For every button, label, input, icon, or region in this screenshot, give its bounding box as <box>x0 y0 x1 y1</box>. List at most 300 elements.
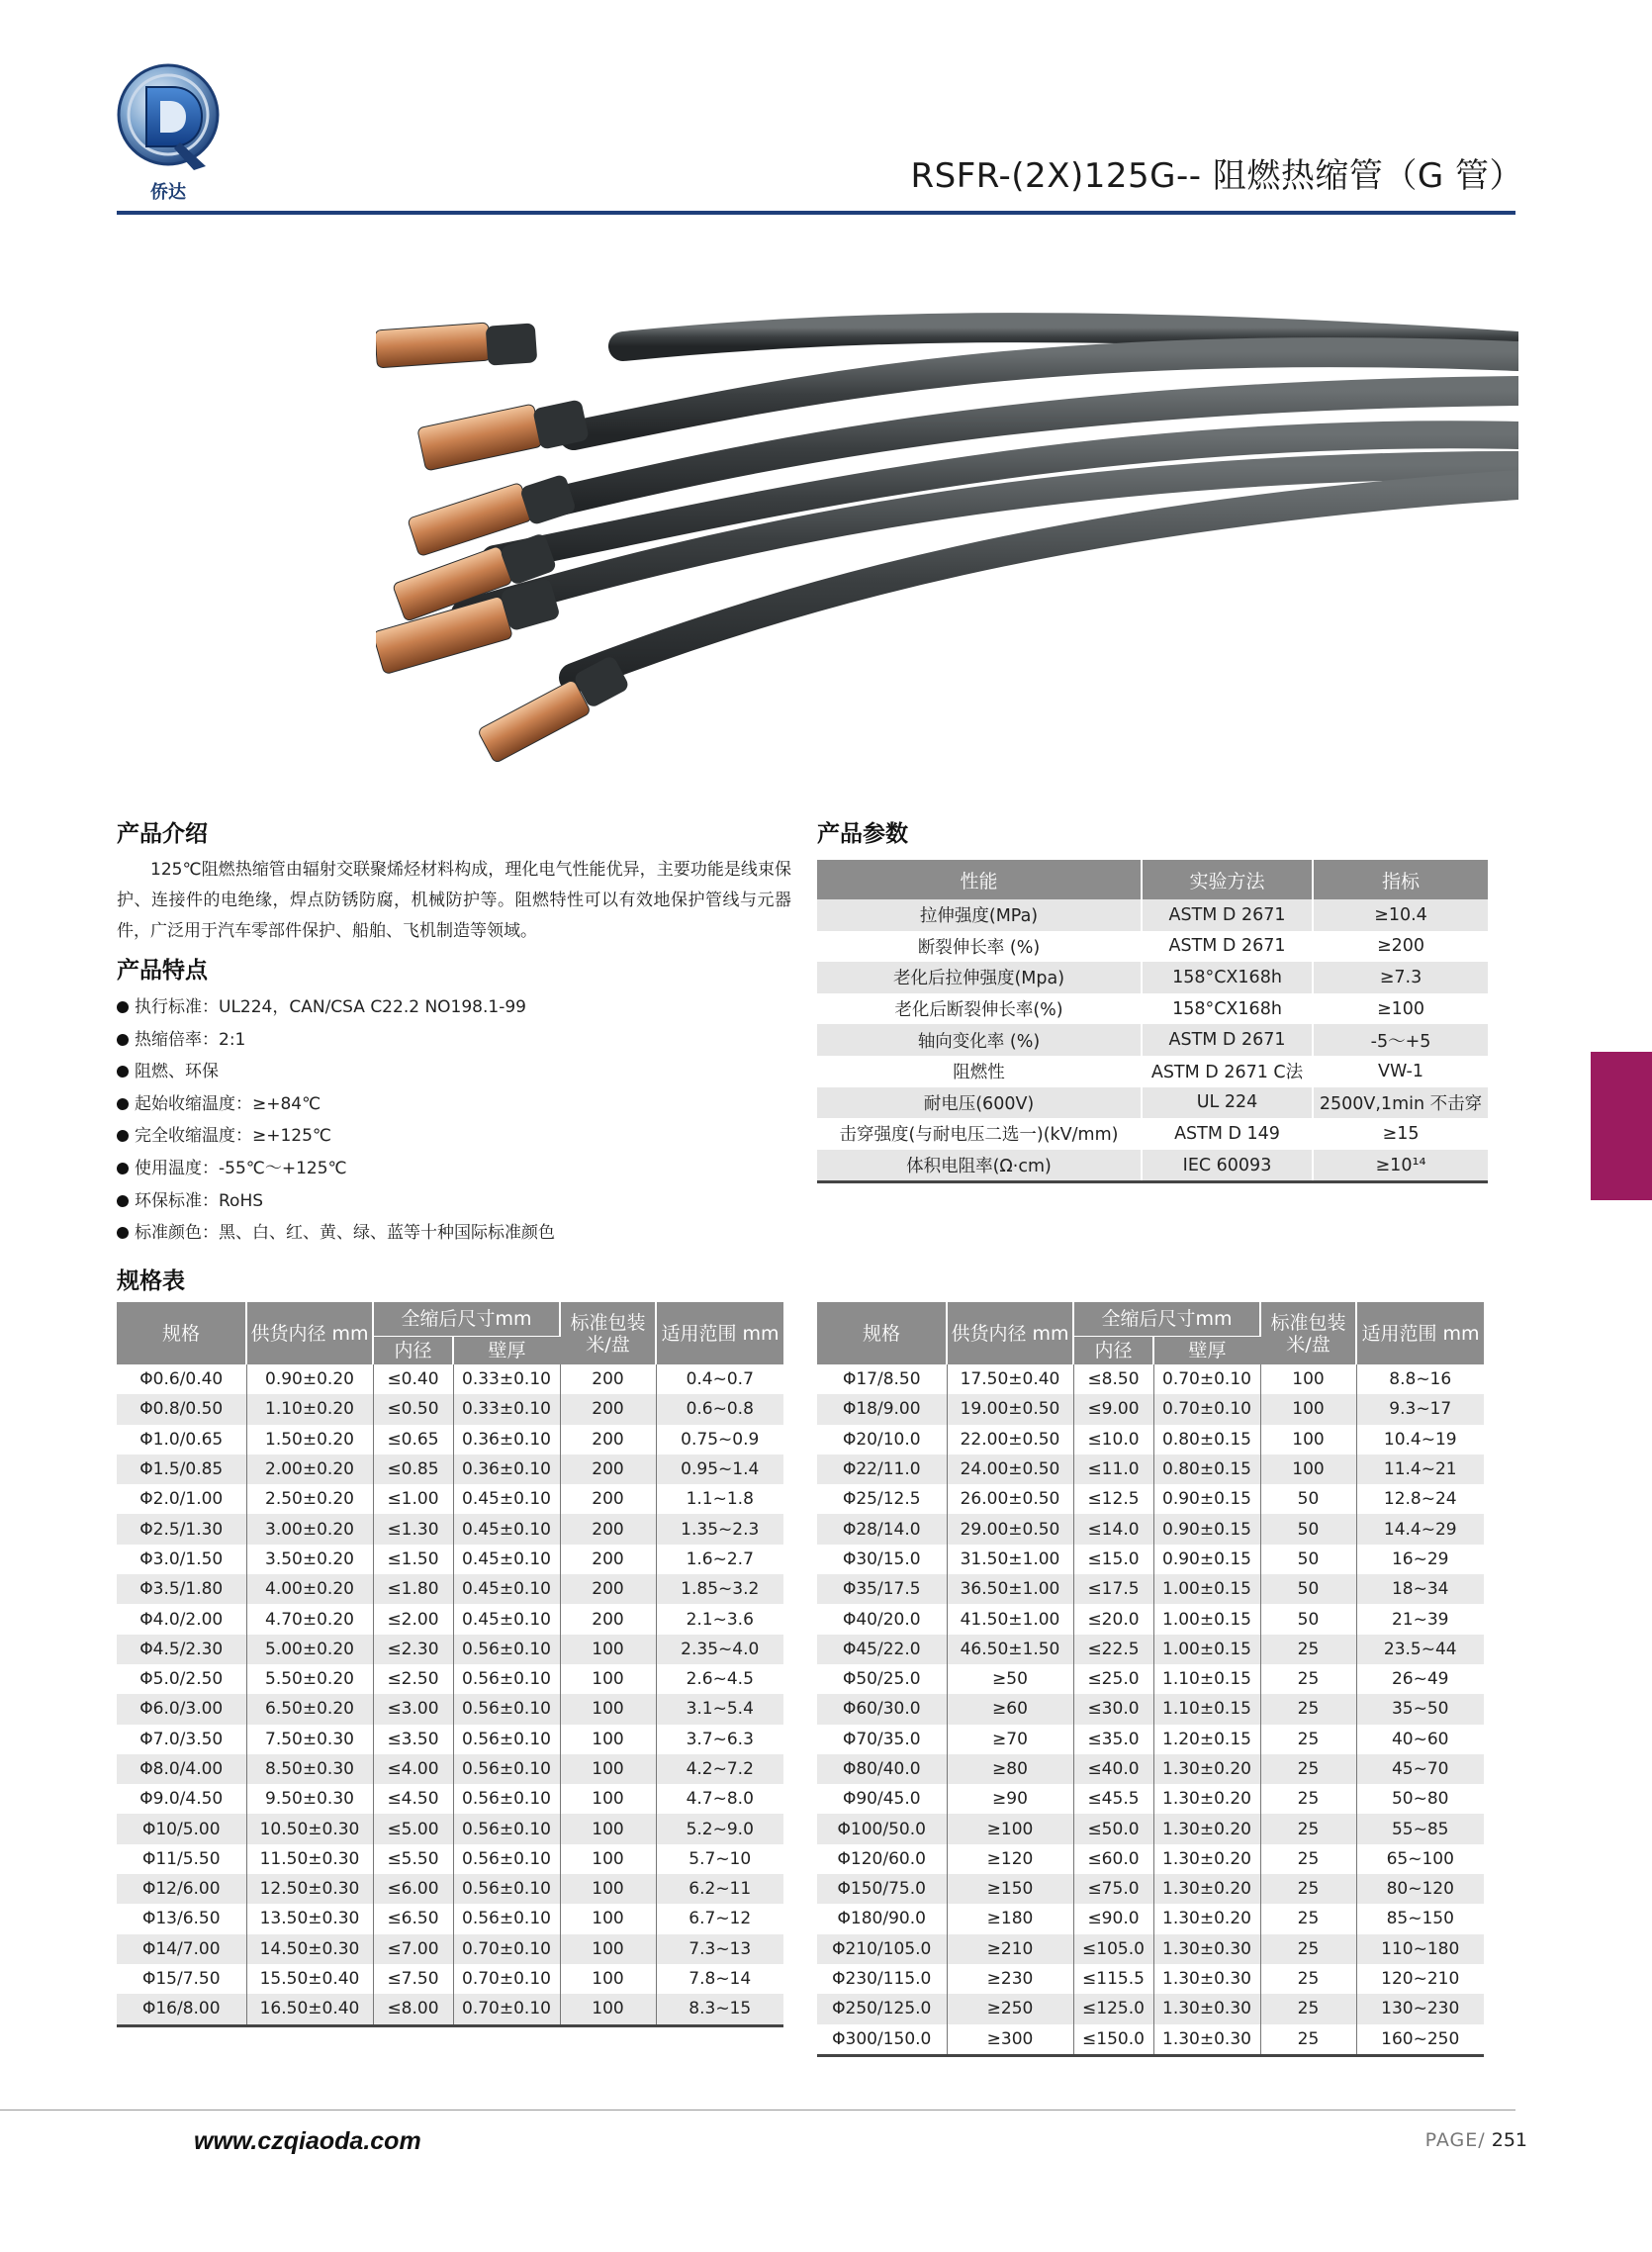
table-cell: 1.1~1.8 <box>656 1484 783 1514</box>
spec-row <box>117 1425 783 1454</box>
spec-row <box>817 1545 1484 1574</box>
table-cell: 13.50±0.30 <box>246 1904 373 1933</box>
table-cell: 25 <box>1260 2024 1356 2056</box>
table-cell: 4.2~7.2 <box>656 1754 783 1784</box>
table-cell: Φ40/20.0 <box>817 1604 947 1634</box>
table-cell: 200 <box>560 1364 656 1394</box>
table-cell: 24.00±0.50 <box>947 1454 1073 1484</box>
table-cell: Φ13/6.50 <box>117 1904 246 1933</box>
table-cell: Φ120/60.0 <box>817 1844 947 1874</box>
table-cell: 0.6~0.8 <box>656 1394 783 1424</box>
spec-table-left <box>117 1302 783 2027</box>
params-row <box>817 962 1488 993</box>
table-cell: 200 <box>560 1454 656 1484</box>
table-cell: ≤0.85 <box>373 1454 453 1484</box>
table-cell: 0.95~1.4 <box>656 1454 783 1484</box>
table-cell: -5～+5 <box>1313 1024 1488 1056</box>
table-cell: 9.3~17 <box>1356 1394 1484 1424</box>
table-cell: Φ4.5/2.30 <box>117 1635 246 1664</box>
params-row <box>817 1118 1488 1150</box>
table-cell: ≥200 <box>1313 931 1488 963</box>
table-cell: 160~250 <box>1356 2024 1484 2056</box>
table-cell: ≤75.0 <box>1073 1874 1153 1904</box>
table-cell: ≥10¹⁴ <box>1313 1150 1488 1182</box>
table-cell: ≤5.00 <box>373 1814 453 1843</box>
table-cell: 0.90±0.15 <box>1153 1514 1260 1544</box>
table-cell: 4.70±0.20 <box>246 1604 373 1634</box>
params-header-value: 指标 <box>1313 860 1488 899</box>
table-cell: 50 <box>1260 1545 1356 1574</box>
table-cell: 0.45±0.10 <box>453 1545 560 1574</box>
spec-row <box>117 1784 783 1814</box>
table-cell: ≥90 <box>947 1784 1073 1814</box>
params-row <box>817 1056 1488 1087</box>
table-cell: 100 <box>560 1725 656 1754</box>
table-cell: ≤0.65 <box>373 1425 453 1454</box>
table-cell: Φ3.0/1.50 <box>117 1545 246 1574</box>
table-cell: 55~85 <box>1356 1814 1484 1843</box>
table-cell: 3.50±0.20 <box>246 1545 373 1574</box>
table-cell: 5.00±0.20 <box>246 1635 373 1664</box>
feature-item: 热缩倍率：2:1 <box>117 1024 555 1057</box>
table-cell: 46.50±1.50 <box>947 1635 1073 1664</box>
spec-row <box>817 2024 1484 2056</box>
table-cell: ≤0.50 <box>373 1394 453 1424</box>
table-cell: 2.35~4.0 <box>656 1635 783 1664</box>
table-cell: 14.50±0.30 <box>246 1934 373 1964</box>
table-cell: ≥120 <box>947 1844 1073 1874</box>
table-cell: ≤8.00 <box>373 1994 453 2025</box>
spec-row <box>117 1934 783 1964</box>
table-cell: 2.1~3.6 <box>656 1604 783 1634</box>
spec-header-pack: 标准包装 米/盘 <box>1260 1302 1356 1364</box>
bullet-icon <box>117 1001 129 1013</box>
table-cell: 15.50±0.40 <box>246 1964 373 1994</box>
table-cell: ASTM D 2671 <box>1142 931 1313 963</box>
spec-header-spec: 规格 <box>117 1302 246 1364</box>
table-cell: 1.30±0.20 <box>1153 1874 1260 1904</box>
table-cell: 65~100 <box>1356 1844 1484 1874</box>
table-cell: 14.4~29 <box>1356 1514 1484 1544</box>
spec-heading: 规格表 <box>117 1268 185 1294</box>
table-cell: Φ10/5.00 <box>117 1814 246 1843</box>
table-cell: 45~70 <box>1356 1754 1484 1784</box>
table-cell: 25 <box>1260 1664 1356 1694</box>
table-cell: Φ1.0/0.65 <box>117 1425 246 1454</box>
table-cell: Φ5.0/2.50 <box>117 1664 246 1694</box>
table-cell: 6.7~12 <box>656 1904 783 1933</box>
table-cell: 200 <box>560 1545 656 1574</box>
feature-item: 完全收缩温度：≥+125℃ <box>117 1120 555 1153</box>
table-cell: 130~230 <box>1356 1994 1484 2023</box>
spec-row <box>817 1514 1484 1544</box>
spec-row <box>117 1694 783 1724</box>
feature-item: 执行标准：UL224，CAN/CSA C22.2 NO198.1-99 <box>117 991 555 1024</box>
table-cell: ≥15 <box>1313 1118 1488 1150</box>
table-cell: Φ250/125.0 <box>817 1994 947 2023</box>
svg-text:侨达: 侨达 <box>150 182 186 202</box>
table-cell: ≥250 <box>947 1994 1073 2023</box>
intro-heading: 产品介绍 <box>117 821 208 847</box>
table-cell: 25 <box>1260 1994 1356 2023</box>
table-cell: ≤50.0 <box>1073 1814 1153 1843</box>
table-cell: 1.00±0.15 <box>1153 1574 1260 1604</box>
table-cell: 0.56±0.10 <box>453 1754 560 1784</box>
table-cell: 拉伸强度(MPa) <box>817 899 1142 931</box>
table-cell: 25 <box>1260 1904 1356 1933</box>
spec-row <box>117 1635 783 1664</box>
table-cell: Φ0.8/0.50 <box>117 1394 246 1424</box>
company-logo <box>111 63 226 202</box>
table-cell: 耐电压(600V) <box>817 1087 1142 1119</box>
params-row <box>817 1024 1488 1056</box>
spec-header-inner: 内径 <box>373 1337 453 1365</box>
feature-item: 环保标准：RoHS <box>117 1185 555 1218</box>
table-cell: 50 <box>1260 1604 1356 1634</box>
table-cell: 11.50±0.30 <box>246 1844 373 1874</box>
table-cell: 16~29 <box>1356 1545 1484 1574</box>
table-cell: IEC 60093 <box>1142 1150 1313 1182</box>
table-cell: 断裂伸长率 (%) <box>817 931 1142 963</box>
table-cell: ≥180 <box>947 1904 1073 1933</box>
table-cell: 200 <box>560 1514 656 1544</box>
table-cell: Φ8.0/4.00 <box>117 1754 246 1784</box>
table-cell: 100 <box>1260 1454 1356 1484</box>
table-cell: 25 <box>1260 1934 1356 1964</box>
table-cell: Φ150/75.0 <box>817 1874 947 1904</box>
table-cell: 100 <box>1260 1364 1356 1394</box>
table-cell: ≤6.00 <box>373 1874 453 1904</box>
spec-row <box>117 1754 783 1784</box>
table-cell: 100 <box>560 1664 656 1694</box>
table-cell: 1.85~3.2 <box>656 1574 783 1604</box>
table-cell: 100 <box>1260 1394 1356 1424</box>
table-cell: 5.7~10 <box>656 1844 783 1874</box>
table-cell: 17.50±0.40 <box>947 1364 1073 1394</box>
table-cell: 击穿强度(与耐电压二选一)(kV/mm) <box>817 1118 1142 1150</box>
table-cell: 21~39 <box>1356 1604 1484 1634</box>
table-cell: 2.50±0.20 <box>246 1484 373 1514</box>
table-cell: UL 224 <box>1142 1087 1313 1119</box>
table-cell: ≤8.50 <box>1073 1364 1153 1394</box>
params-header-property: 性能 <box>817 860 1142 899</box>
table-cell: 0.80±0.15 <box>1153 1454 1260 1484</box>
table-cell: Φ0.6/0.40 <box>117 1364 246 1394</box>
table-cell: 老化后断裂伸长率(%) <box>817 993 1142 1025</box>
table-cell: 100 <box>560 1754 656 1784</box>
table-cell: 25 <box>1260 1814 1356 1843</box>
table-cell: Φ3.5/1.80 <box>117 1574 246 1604</box>
table-cell: Φ11/5.50 <box>117 1844 246 1874</box>
table-cell: ≤4.50 <box>373 1784 453 1814</box>
table-cell: 4.00±0.20 <box>246 1574 373 1604</box>
table-cell: ≥80 <box>947 1754 1073 1784</box>
table-cell: ≤5.50 <box>373 1844 453 1874</box>
table-cell: 1.30±0.30 <box>1153 1934 1260 1964</box>
table-cell: Φ20/10.0 <box>817 1425 947 1454</box>
table-cell: 2500V,1min 不击穿 <box>1313 1087 1488 1119</box>
table-cell: Φ90/45.0 <box>817 1784 947 1814</box>
table-cell: 12.50±0.30 <box>246 1874 373 1904</box>
table-cell: ≥10.4 <box>1313 899 1488 931</box>
table-cell: 25 <box>1260 1694 1356 1724</box>
website-link[interactable]: www.czqiaoda.com <box>194 2127 421 2155</box>
table-cell: 12.8~24 <box>1356 1484 1484 1514</box>
table-cell: 0.56±0.10 <box>453 1664 560 1694</box>
table-cell: 1.30±0.30 <box>1153 1964 1260 1994</box>
table-cell: Φ9.0/4.50 <box>117 1784 246 1814</box>
spec-row <box>117 1394 783 1424</box>
table-cell: Φ28/14.0 <box>817 1514 947 1544</box>
table-cell: 5.50±0.20 <box>246 1664 373 1694</box>
header-divider <box>117 211 1515 215</box>
table-cell: 0.70±0.10 <box>1153 1364 1260 1394</box>
bullet-icon <box>117 1034 129 1046</box>
table-cell: 0.75~0.9 <box>656 1425 783 1454</box>
table-cell: 2.00±0.20 <box>246 1454 373 1484</box>
table-cell: 1.30±0.30 <box>1153 1994 1260 2023</box>
table-cell: ≤17.5 <box>1073 1574 1153 1604</box>
table-cell: 1.30±0.20 <box>1153 1844 1260 1874</box>
table-cell: 8.3~15 <box>656 1994 783 2025</box>
spec-row <box>117 1964 783 1994</box>
spec-row <box>117 1545 783 1574</box>
table-cell: ≤1.30 <box>373 1514 453 1544</box>
table-cell: ASTM D 2671 <box>1142 899 1313 931</box>
page-label: PAGE/ <box>1424 2129 1486 2151</box>
feature-item: 阻燃、环保 <box>117 1056 555 1088</box>
spec-row <box>817 1454 1484 1484</box>
table-cell: 1.30±0.20 <box>1153 1754 1260 1784</box>
table-cell: 老化后拉伸强度(Mpa) <box>817 962 1142 993</box>
spec-row <box>117 1814 783 1843</box>
table-cell: ASTM D 2671 C法 <box>1142 1056 1313 1087</box>
table-cell: 0.33±0.10 <box>453 1394 560 1424</box>
table-cell: 4.7~8.0 <box>656 1784 783 1814</box>
table-cell: Φ60/30.0 <box>817 1694 947 1724</box>
table-cell: 0.56±0.10 <box>453 1694 560 1724</box>
table-cell: ≤4.00 <box>373 1754 453 1784</box>
side-tab-marker <box>1591 1052 1652 1200</box>
table-cell: 120~210 <box>1356 1964 1484 1994</box>
table-cell: ≥230 <box>947 1964 1073 1994</box>
table-cell: 0.70±0.10 <box>453 1994 560 2025</box>
table-cell: 22.00±0.50 <box>947 1425 1073 1454</box>
table-cell: 0.90±0.15 <box>1153 1484 1260 1514</box>
spec-row <box>117 1664 783 1694</box>
params-heading: 产品参数 <box>817 821 908 847</box>
params-row <box>817 993 1488 1025</box>
table-cell: 轴向变化率 (%) <box>817 1024 1142 1056</box>
table-cell: 100 <box>1260 1425 1356 1454</box>
table-cell: ≤0.40 <box>373 1364 453 1394</box>
spec-row <box>817 1664 1484 1694</box>
spec-header-supply: 供货内径 mm <box>246 1302 373 1364</box>
table-cell: 50 <box>1260 1574 1356 1604</box>
table-cell: 1.30±0.20 <box>1153 1814 1260 1843</box>
table-cell: 0.36±0.10 <box>453 1425 560 1454</box>
table-cell: 200 <box>560 1425 656 1454</box>
table-cell: Φ7.0/3.50 <box>117 1725 246 1754</box>
table-cell: ≤11.0 <box>1073 1454 1153 1484</box>
table-cell: 16.50±0.40 <box>246 1994 373 2025</box>
table-cell: ≤14.0 <box>1073 1514 1153 1544</box>
page-indicator <box>1425 2129 1527 2151</box>
table-cell: ≥60 <box>947 1694 1073 1724</box>
table-cell: Φ14/7.00 <box>117 1934 246 1964</box>
spec-row <box>117 1574 783 1604</box>
bullet-icon <box>117 1163 129 1174</box>
table-cell: 8.8~16 <box>1356 1364 1484 1394</box>
table-cell: 1.20±0.15 <box>1153 1725 1260 1754</box>
table-cell: Φ230/115.0 <box>817 1964 947 1994</box>
table-cell: 26.00±0.50 <box>947 1484 1073 1514</box>
table-cell: ≤10.0 <box>1073 1425 1153 1454</box>
spec-row <box>817 1425 1484 1454</box>
table-cell: 200 <box>560 1484 656 1514</box>
table-cell: ≤35.0 <box>1073 1725 1153 1754</box>
params-header-method: 实验方法 <box>1142 860 1313 899</box>
table-cell: ≤60.0 <box>1073 1844 1153 1874</box>
table-cell: 100 <box>560 1784 656 1814</box>
table-cell: Φ300/150.0 <box>817 2024 947 2056</box>
table-cell: 100 <box>560 1904 656 1933</box>
table-cell: ≤40.0 <box>1073 1754 1153 1784</box>
spec-row <box>817 1754 1484 1784</box>
table-cell: 41.50±1.00 <box>947 1604 1073 1634</box>
table-cell: ≤12.5 <box>1073 1484 1153 1514</box>
table-cell: 1.30±0.20 <box>1153 1784 1260 1814</box>
table-cell: ≤1.50 <box>373 1545 453 1574</box>
table-cell: Φ210/105.0 <box>817 1934 947 1964</box>
table-cell: 9.50±0.30 <box>246 1784 373 1814</box>
table-cell: 26~49 <box>1356 1664 1484 1694</box>
table-cell: ASTM D 2671 <box>1142 1024 1313 1056</box>
spec-row <box>817 1574 1484 1604</box>
spec-row <box>117 1844 783 1874</box>
bullet-icon <box>117 1195 129 1207</box>
table-cell: 1.50±0.20 <box>246 1425 373 1454</box>
table-cell: 7.8~14 <box>656 1964 783 1994</box>
spec-row <box>117 1904 783 1933</box>
table-cell: ≥210 <box>947 1934 1073 1964</box>
table-cell: ≤150.0 <box>1073 2024 1153 2056</box>
table-cell: 100 <box>560 1934 656 1964</box>
table-cell: 110~180 <box>1356 1934 1484 1964</box>
table-cell: 200 <box>560 1604 656 1634</box>
table-cell: Φ100/50.0 <box>817 1814 947 1843</box>
table-cell: 0.45±0.10 <box>453 1514 560 1544</box>
spec-row <box>817 1964 1484 1994</box>
table-cell: 200 <box>560 1394 656 1424</box>
table-cell: 10.50±0.30 <box>246 1814 373 1843</box>
table-cell: 0.33±0.10 <box>453 1364 560 1394</box>
table-cell: ≤7.00 <box>373 1934 453 1964</box>
table-cell: 0.45±0.10 <box>453 1604 560 1634</box>
table-cell: ≤115.5 <box>1073 1964 1153 1994</box>
table-cell: 19.00±0.50 <box>947 1394 1073 1424</box>
table-cell: ≤3.00 <box>373 1694 453 1724</box>
table-cell: 1.10±0.15 <box>1153 1694 1260 1724</box>
table-cell: Φ1.5/0.85 <box>117 1454 246 1484</box>
spec-row <box>817 1904 1484 1933</box>
params-row <box>817 899 1488 931</box>
table-cell: ≤2.30 <box>373 1635 453 1664</box>
feature-item: 使用温度：-55℃～+125℃ <box>117 1153 555 1185</box>
table-cell: Φ2.5/1.30 <box>117 1514 246 1544</box>
table-cell: 3.00±0.20 <box>246 1514 373 1544</box>
spec-row <box>117 1484 783 1514</box>
spec-header-spec: 规格 <box>817 1302 947 1364</box>
table-cell: Φ80/40.0 <box>817 1754 947 1784</box>
table-cell: 40~60 <box>1356 1725 1484 1754</box>
table-cell: 50 <box>1260 1484 1356 1514</box>
table-cell: 5.2~9.0 <box>656 1814 783 1843</box>
spec-row <box>817 1484 1484 1514</box>
table-cell: 0.56±0.10 <box>453 1814 560 1843</box>
spec-row <box>117 1514 783 1544</box>
spec-row <box>817 1934 1484 1964</box>
table-cell: ≤1.00 <box>373 1484 453 1514</box>
feature-item: 标准颜色：黑、白、红、黄、绿、蓝等十种国际标准颜色 <box>117 1217 555 1250</box>
page-number: 251 <box>1491 2129 1527 2151</box>
table-cell: 阻燃性 <box>817 1056 1142 1087</box>
table-cell: ≤2.00 <box>373 1604 453 1634</box>
table-cell: ≤45.5 <box>1073 1784 1153 1814</box>
table-cell: 158°CX168h <box>1142 993 1313 1025</box>
table-cell: 7.3~13 <box>656 1934 783 1964</box>
table-cell: 200 <box>560 1574 656 1604</box>
table-cell: 25 <box>1260 1784 1356 1814</box>
table-cell: 0.70±0.10 <box>1153 1394 1260 1424</box>
spec-table-right <box>817 1302 1484 2057</box>
table-cell: Φ35/17.5 <box>817 1574 947 1604</box>
bullet-icon <box>117 1227 129 1239</box>
table-cell: Φ70/35.0 <box>817 1725 947 1754</box>
product-photo <box>376 287 1518 782</box>
table-cell: 31.50±1.00 <box>947 1545 1073 1574</box>
table-cell: 0.80±0.15 <box>1153 1425 1260 1454</box>
table-cell: 25 <box>1260 1964 1356 1994</box>
table-cell: ≤20.0 <box>1073 1604 1153 1634</box>
table-cell: ≤3.50 <box>373 1725 453 1754</box>
table-cell: Φ2.0/1.00 <box>117 1484 246 1514</box>
table-cell: 100 <box>560 1635 656 1664</box>
table-cell: 23.5~44 <box>1356 1635 1484 1664</box>
table-cell: 11.4~21 <box>1356 1454 1484 1484</box>
table-cell: 50 <box>1260 1514 1356 1544</box>
spec-row <box>817 1994 1484 2023</box>
table-cell: Φ6.0/3.00 <box>117 1694 246 1724</box>
table-cell: ≥150 <box>947 1874 1073 1904</box>
table-cell: 29.00±0.50 <box>947 1514 1073 1544</box>
table-cell: ≤6.50 <box>373 1904 453 1933</box>
table-cell: 100 <box>560 1994 656 2025</box>
table-cell: 体积电阻率(Ω·cm) <box>817 1150 1142 1182</box>
table-cell: 0.56±0.10 <box>453 1844 560 1874</box>
table-cell: 1.35~2.3 <box>656 1514 783 1544</box>
table-cell: 1.10±0.20 <box>246 1394 373 1424</box>
table-cell: 100 <box>560 1844 656 1874</box>
table-cell: Φ22/11.0 <box>817 1454 947 1484</box>
table-cell: 80~120 <box>1356 1874 1484 1904</box>
spec-row <box>117 1725 783 1754</box>
params-row <box>817 1150 1488 1182</box>
table-cell: ≥50 <box>947 1664 1073 1694</box>
spec-row <box>117 1604 783 1634</box>
table-cell: 18~34 <box>1356 1574 1484 1604</box>
params-row <box>817 1087 1488 1119</box>
